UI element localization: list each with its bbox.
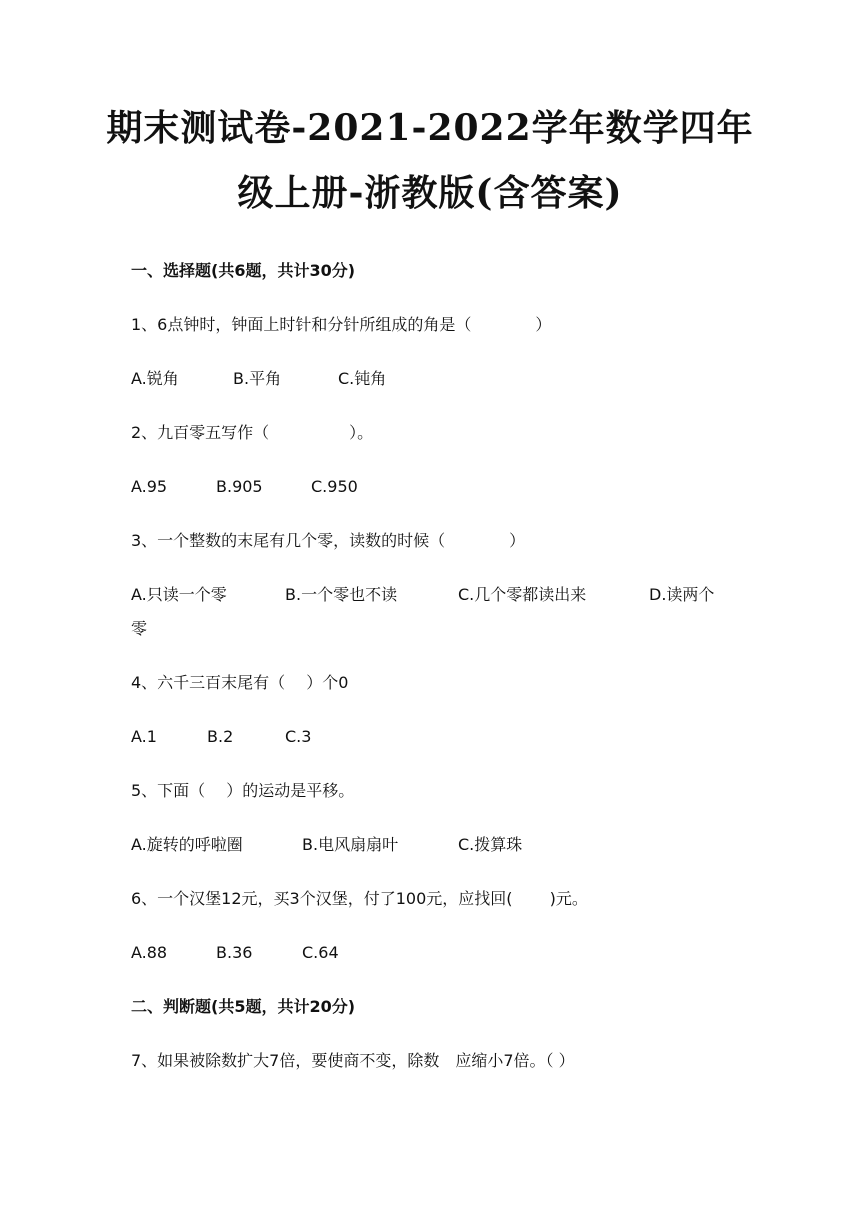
question-3-option-c: C.几个零都读出来 <box>458 585 587 604</box>
question-1-stem: 1、6点钟时，钟面上时针和分针所组成的角是（ ） <box>131 315 552 334</box>
question-2-option-c: C.950 <box>311 477 358 496</box>
question-4-option-b: B.2 <box>207 727 234 746</box>
question-6-stem: 6、一个汉堡12元，买3个汉堡，付了100元，应找回( )元。 <box>131 889 588 908</box>
question-2-option-b: B.905 <box>216 477 263 496</box>
question-4-option-a: A.1 <box>131 727 157 746</box>
question-3-stem: 3、一个整数的末尾有几个零，读数的时候（ ） <box>131 531 526 550</box>
question-3-option-d-wrap: 零 <box>131 619 148 638</box>
question-3-option-b: B.一个零也不读 <box>285 585 398 604</box>
document-title-line-2: 级上册-浙教版(含答案) <box>237 172 623 214</box>
question-1-option-a: A.锐角 <box>131 369 179 388</box>
question-3-option-a: A.只读一个零 <box>131 585 227 604</box>
question-1-option-b: B.平角 <box>233 369 282 388</box>
question-5-stem: 5、下面（ ）的运动是平移。 <box>131 781 355 800</box>
question-1-option-c: C.钝角 <box>338 369 387 388</box>
question-6-option-c: C.64 <box>302 943 339 962</box>
question-3-option-d: D.读两个 <box>649 585 715 604</box>
question-6-option-a: A.88 <box>131 943 168 962</box>
question-7-stem: 7、如果被除数扩大7倍，要使商不变，除数 应缩小7倍。（ ） <box>131 1051 575 1070</box>
question-5-option-c: C.拨算珠 <box>458 835 523 854</box>
question-2-stem: 2、九百零五写作（ ）。 <box>131 423 374 442</box>
question-6-option-b: B.36 <box>216 943 253 962</box>
question-4-stem: 4、六千三百末尾有（ ）个0 <box>131 673 349 692</box>
section-heading-choice: 一、选择题(共6题，共计30分) <box>131 261 356 280</box>
question-2-option-a: A.95 <box>131 477 168 496</box>
section-heading-judgement: 二、判断题(共5题，共计20分) <box>131 997 356 1016</box>
question-5-option-b: B.电风扇扇叶 <box>302 835 399 854</box>
document-title-line-1: 期末测试卷-2021-2022学年数学四年 <box>106 107 754 149</box>
question-5-option-a: A.旋转的呼啦圈 <box>131 835 243 854</box>
question-4-option-c: C.3 <box>285 727 312 746</box>
